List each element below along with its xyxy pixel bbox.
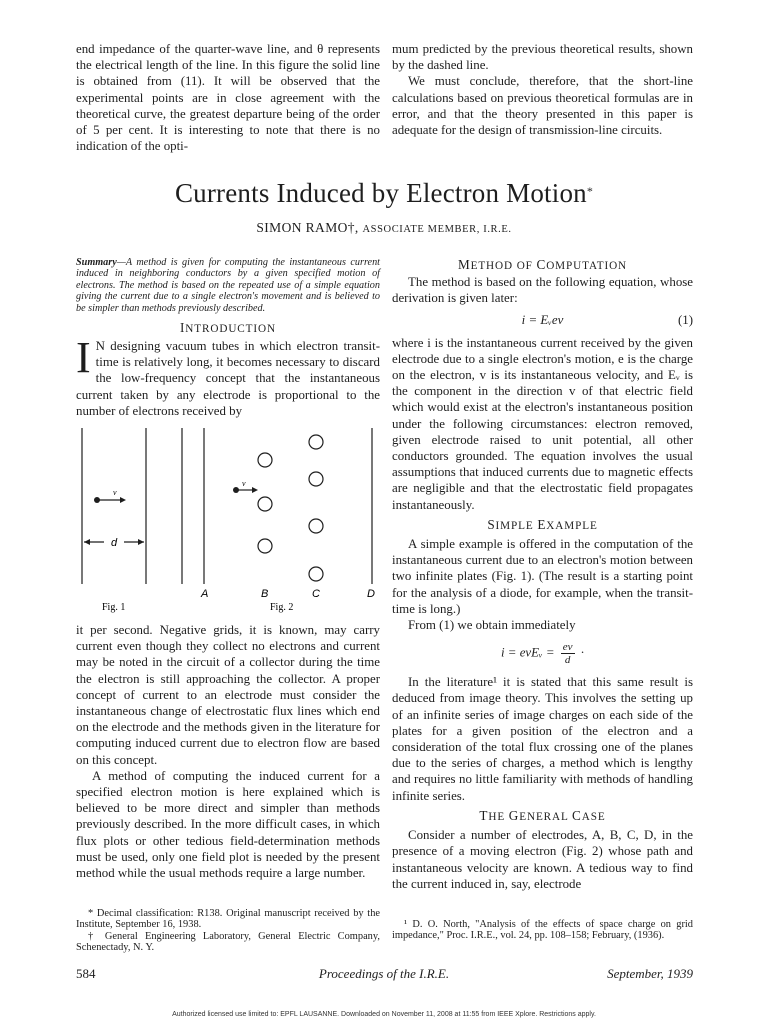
equation-2-fraction: $\frac{ev}{d}$ (562, 641, 573, 667)
electrode-label-d: D (367, 588, 375, 600)
footnotes-left (76, 908, 380, 953)
footnote-star: * Decimal classification: R138. Original manuscript received by the Institute, September 16, 1938. (76, 908, 380, 931)
fig1-electron (94, 497, 100, 503)
author-line (0, 220, 768, 236)
summary-label: Summary (76, 257, 117, 268)
summary-text: —A method is given for computing the instantaneous current induced in neighboring conductors by a given specified motion of electrons. The method is based on the repeated use of a simple equation giving the current due to a single electron's movement and is believed to be simpler than methods previously described. (76, 257, 380, 314)
equation-1 (392, 312, 693, 328)
fig1-distance-label: d (111, 537, 118, 549)
fig1-velocity-label: v (113, 488, 117, 497)
equation-1-number: (1) (677, 313, 693, 328)
heading-initial: I (180, 320, 186, 335)
continued-paragraph: end impedance of the quarter-wave line, and θ represents the electrical length of the line. In this figure the solid line is obtained from (11). It will be observed that the experimental points are in close agreement with the theoretical curve, the greatest departure being of the order of 5 per cent. It is interesting to note that there is no indication of the opti- (76, 42, 380, 154)
summary (76, 257, 380, 314)
article-title (0, 176, 768, 210)
body-paragraph: it per second. Negative grids, it is known, may carry current even though they collect no electrons and current may be noted in the circuit of a collector during the time the electron is still approaching the collector. A proper concept of current to an electrode must consider the instantaneous change of electrostatic flux lines which end on the electrode and the methods given in the literature for computing induced current due to electron flow are based on this concept. (76, 623, 380, 767)
body-paragraph: A method of computing the induced current for a specified electron motion is here explained which is believed to be more direct and simpler than methods previously described. In the more difficult cases, in which flux plots or other tedious field-determination methods must be used, only one field plot is needed by the present method while the usual methods require a large number. (76, 768, 380, 881)
journal-name: Proceedings of the I.R.E. (318, 966, 450, 981)
footnote-1: ¹ D. O. North, "Analysis of the effects of space charge on grid impedance," Proc. I.R.E., vol. 24, pp. 108–158; February, (1936). (392, 919, 693, 942)
introduction-text: N designing vacuum tubes in which electron transit-time is relatively long, it becomes necessary to discard the low-frequency concept that the instantaneous current taken by any electrode is proportional to the number of electrons received by (76, 339, 380, 418)
fig2-grid-wire (258, 539, 272, 553)
from-paragraph: From (1) we obtain immediately (408, 618, 576, 633)
definition-paragraph: where i is the instantaneous current received by the given electrode due to a single electron's motion, e is the charge on the electron, v is its instantaneous velocity, and Eᵥ is the component in the direction v of that electric field which would exist at the electron's instantaneous position under the following circumstances: electron removed, given electrode raised to unit potential, all other conductors grounded. The equation involves the usual assumptions that induced currents due to magnetic effects are negligible and that the electrostatic field propagates instantaneously. (392, 335, 693, 512)
fig2-grid-wire (309, 567, 323, 581)
fig2-grid-wire (258, 497, 272, 511)
fig2-grid-wire (258, 453, 272, 467)
equation-2: i = evEᵥ = $\frac{ev}{d}$ · (500, 641, 585, 667)
fig2-grid-wire (309, 435, 323, 449)
section-heading-method: METHOD OF COMPUTATION (457, 257, 628, 272)
introduction-paragraph (76, 333, 380, 419)
example-paragraph: A simple example is offered in the computation of the instantaneous current due to an electron's motion between two infinite plates (Fig. 1). (The result is a starting point for the analysis of a diode, for example, when the transit-time is long.) (392, 537, 693, 616)
fig2-velocity-label: v (242, 479, 246, 488)
method-paragraph: The method is based on the following equation, whose derivation is given later: (392, 275, 693, 306)
electrode-label-c: C (312, 588, 320, 600)
equation-1-body: i = Eᵥev (521, 313, 564, 328)
fig2-grid-wire (309, 519, 323, 533)
title-text: Currents Induced by Electron Motion (174, 178, 587, 208)
literature-paragraph: In the literature¹ it is stated that this same result is deduced from image theory. This involves the setting up of an infinite series of image charges on each side of the plates for a given position of the electron and a consideration of the total flux crossing one of the planes due to the series of charges, a method which is lengthy and requires no little familiarity with methods of handling infinite series. (392, 675, 693, 803)
figures-1-and-2 (76, 424, 380, 616)
section-heading-general-case: THE GENERAL CASE (479, 807, 606, 823)
author-name: SIMON RAMO†, (256, 220, 359, 235)
section-heading-simple-example: SIMPLE EXAMPLE (487, 516, 598, 532)
left-column-body (76, 622, 380, 881)
fig2-electron (233, 487, 239, 493)
author-affiliation: ASSOCIATE MEMBER, I.R.E. (362, 224, 512, 235)
equation-2-lhs: i = evEᵥ = (500, 645, 555, 660)
footnote-dagger: † General Engineering Laboratory, General Electric Company, Schenectady, N. Y. (76, 930, 380, 953)
page-number: 584 (76, 966, 96, 981)
publication-date: September, 1939 (607, 966, 693, 981)
heading-rest: NTRODUCTION (185, 323, 276, 335)
continued-text-right (392, 41, 693, 138)
fig1-caption: Fig. 1 (102, 602, 126, 613)
conclusion-paragraph: We must conclude, therefore, that the short-line calculations based on previous theoretical formulas are in error, and that the theory presented in this paper is adequate for the design of transmission-line circuits. (392, 74, 693, 138)
electrode-label-b: B (261, 588, 269, 600)
general-case-paragraph: Consider a number of electrodes, A, B, C, D, in the presence of a moving electron (Fig. 2) whose path and instantaneous velocity are known. A tedious way to find the current induced in, say, electrode (392, 828, 693, 891)
download-notice: Authorized licensed use limited to: EPFL LAUSANNE. Downloaded on November 11, 2008 at 11:55 from IEEE Xplore. Restrictions apply. (172, 1011, 596, 1018)
continued-text-left (76, 41, 380, 154)
continued-paragraph-end: mum predicted by the previous theoretical results, shown by the dashed line. (392, 42, 693, 73)
electrode-label-a: A (201, 588, 209, 600)
fig2-caption: Fig. 2 (270, 602, 294, 613)
section-heading-introduction (76, 320, 380, 336)
drop-cap: I (76, 333, 91, 382)
title-footnote-mark: * (586, 184, 594, 198)
footnotes-right (392, 919, 693, 942)
fig2-grid-wire (309, 472, 323, 486)
right-column-body (392, 274, 693, 892)
